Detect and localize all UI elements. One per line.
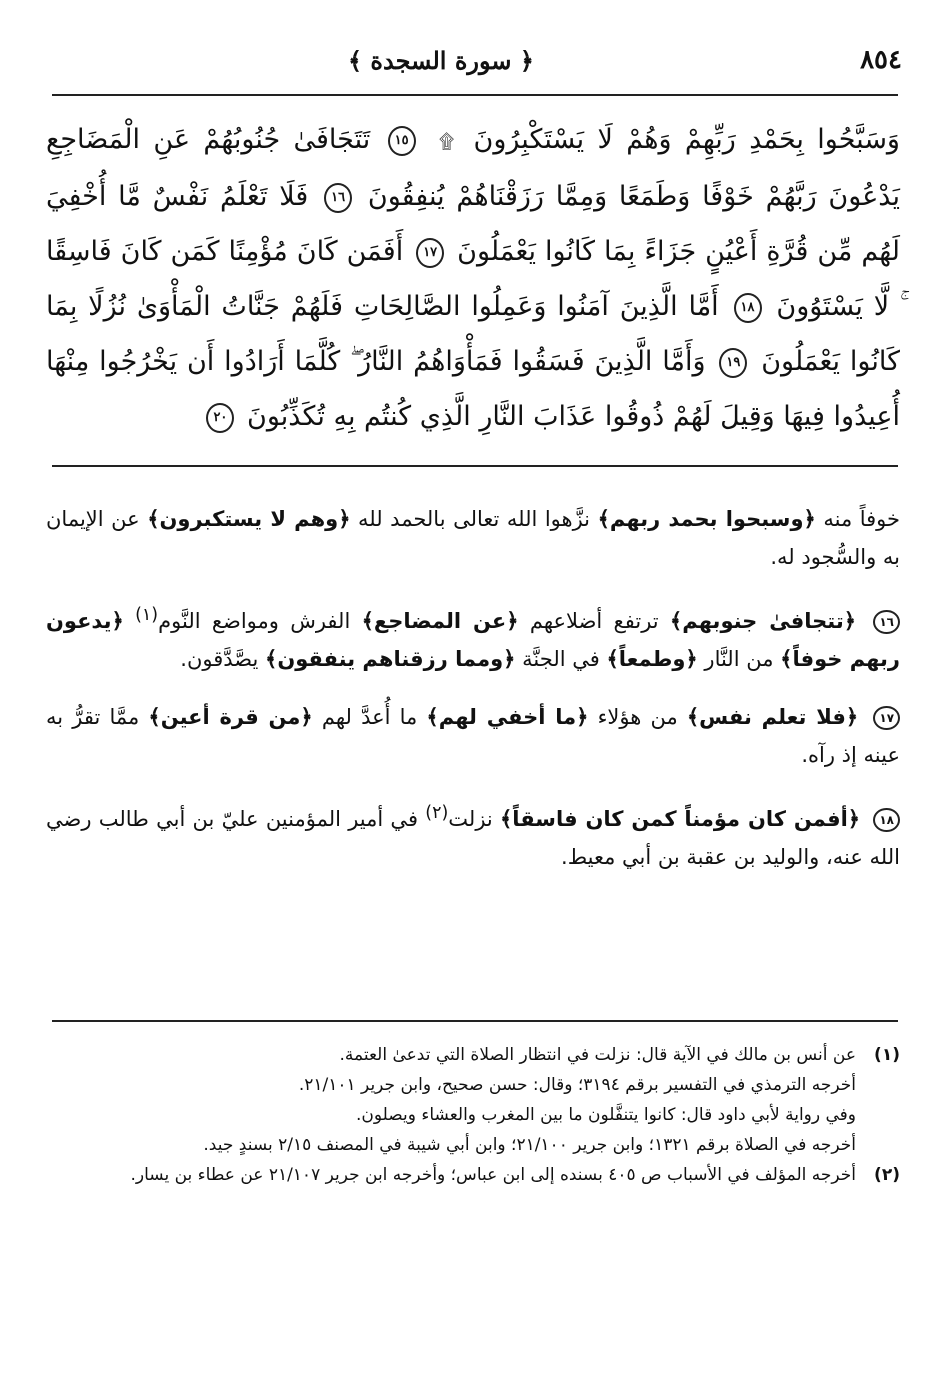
tafsir-text: من هؤلاء	[597, 705, 678, 729]
verse-quote: ﴿تتجافىٰ جنوبهم﴾	[669, 609, 857, 633]
verse-quote: ﴿من قرة أعين﴾	[148, 705, 313, 729]
tafsir-text: يصَّدَّقون.	[180, 647, 259, 671]
ayah-number-marker: ١٥	[388, 126, 416, 156]
footnote-line: وفي رواية لأبي داود قال: كانوا يتنفَّلون ما بين المغرب والعشاء ويصلون.	[355, 1105, 856, 1125]
tafsir-text: ما أُعدَّ لهم	[321, 705, 418, 729]
tafsir-text: عن الإيمان به والسُّجود له.	[46, 507, 900, 569]
header-rule	[52, 94, 898, 96]
verse-quote: ﴿وسبحوا بحمد ربهم﴾	[597, 507, 816, 531]
quran-tafsir-divider	[52, 465, 898, 467]
tafsir-text: ممَّا تقرُّ به عينه إذ رآه.	[46, 705, 900, 767]
ayah-number-marker: ١٧	[416, 238, 444, 268]
quran-text-block	[46, 112, 900, 444]
ayah-number-marker: ١٩	[719, 348, 747, 378]
verse-quote: ﴿فلا تعلم نفس﴾	[686, 705, 859, 729]
tafsir-text: في الجنَّة	[522, 647, 600, 671]
quran-verse-text: تَتَجَافَىٰ جُنُوبُهُمْ عَنِ الْمَضَاجِعِ يَدْعُونَ رَبَّهُمْ خَوْفًا وَطَمَعًا وَمِمَّا رَزَقْنَاهُمْ يُنفِقُونَ	[46, 124, 900, 212]
tafsir-text: نزلت	[448, 807, 493, 831]
footnote-body	[46, 1040, 856, 1160]
quran-verse-text: فَلَا تَعْلَمُ نَفْسٌ مَّا أُخْفِيَ لَهُم مِّن قُرَّةِ أَعْيُنٍ جَزَاءً بِمَا كَانُوا يَعْمَلُونَ	[46, 181, 900, 267]
footnotes-block	[46, 1040, 900, 1190]
tafsir-text: من النَّار	[704, 647, 774, 671]
footnote-line: أخرجه المؤلف في الأسباب ص ٤٠٥ بسنده إلى ابن عباس؛ وأخرجه ابن جرير ٢١/١٠٧ عن عطاء بن يسار.	[130, 1165, 856, 1185]
verse-number-badge: ١٧	[873, 706, 900, 730]
footnote-ref: (١)	[135, 605, 159, 625]
tafsir-text: خوفاً منه	[823, 507, 900, 531]
footnote-ref: (٢)	[425, 803, 449, 823]
tafsir-block	[46, 500, 900, 896]
footnote-line: أخرجه في الصلاة برقم ١٣٢١؛ وابن جرير ٢١/١٠٠؛ وابن أبي شيبة في المصنف ٢/١٥ بسندٍ جيد.	[203, 1135, 856, 1155]
surah-title: ﴿ سورة السجدة ﴾	[348, 45, 534, 75]
sajda-icon: ۩	[438, 129, 455, 153]
tafsir-paragraph	[46, 596, 900, 678]
page-header	[48, 38, 902, 82]
footnote-number: (٢)	[874, 1165, 900, 1185]
tafsir-text: نزَّهوا الله تعالى بالحمد لله	[358, 507, 591, 531]
page-number: ٨٥٤	[860, 45, 902, 75]
quran-verse-text: وَأَمَّا الَّذِينَ فَسَقُوا فَمَأْوَاهُمُ النَّارُ ۖ كُلَّمَا أَرَادُوا أَن يَخْرُجُوا مِنْهَا أُعِيدُوا فِيهَا وَقِيلَ لَهُمْ ذُوقُوا عَذَابَ النَّارِ الَّذِي كُنتُم بِهِ تُكَذِّبُونَ	[46, 346, 900, 432]
ayah-number-marker: ٢٠	[206, 403, 234, 433]
ayah-number-marker: ١٦	[324, 183, 352, 213]
footnote	[46, 1160, 900, 1190]
quran-verse-text: أَمَّا الَّذِينَ آمَنُوا وَعَمِلُوا الصَّالِحَاتِ فَلَهُمْ جَنَّاتُ الْمَأْوَىٰ نُزُلًا بِمَا كَانُوا يَعْمَلُونَ	[46, 291, 900, 377]
tafsir-text: في أمير المؤمنين عليّ بن أبي طالب رضي الله عنه، والوليد بن عقبة بن أبي معيط.	[46, 807, 900, 869]
verse-quote: ﴿يدعون ربهم خوفاً﴾	[46, 609, 900, 671]
footnote-line: عن أنس بن مالك في الآية قال: نزلت في انتظار الصلاة التي تدعىٰ العتمة.	[339, 1045, 856, 1065]
verse-quote: ﴿عن المضاجع﴾	[361, 609, 519, 633]
verse-quote: ﴿ومما رزقناهم ينفقون﴾	[265, 647, 516, 671]
verse-quote: ﴿وطمعاً﴾	[606, 647, 698, 671]
ayah-number-marker: ١٨	[734, 293, 762, 323]
verse-quote: ﴿وهم لا يستكبرون﴾	[147, 507, 351, 531]
tafsir-text: الفرش ومواضع النَّوم	[158, 609, 351, 633]
verse-quote: ﴿ما أخفي لهم﴾	[426, 705, 589, 729]
verse-number-badge: ١٨	[873, 808, 900, 832]
footnote-divider	[52, 1020, 898, 1022]
verse-quote: ﴿أفمن كان مؤمناً كمن كان فاسقاً﴾	[500, 807, 861, 831]
quran-verse-text: وَسَبَّحُوا بِحَمْدِ رَبِّهِمْ وَهُمْ لَا يَسْتَكْبِرُونَ	[473, 124, 900, 155]
tafsir-paragraph	[46, 698, 900, 774]
footnote-body	[46, 1160, 856, 1190]
tafsir-text: ترتفع أضلاعهم	[529, 609, 659, 633]
footnote-line: أخرجه الترمذي في التفسير برقم ٣١٩٤؛ وقال: حسن صحيح، وابن جرير ٢١/١٠١.	[298, 1075, 856, 1095]
tafsir-paragraph	[46, 794, 900, 876]
footnote-number: (١)	[874, 1045, 900, 1065]
verse-number-badge: ١٦	[873, 610, 900, 634]
footnote	[46, 1040, 900, 1160]
tafsir-paragraph	[46, 500, 900, 576]
quran-verse-text: أَفَمَن كَانَ مُؤْمِنًا كَمَن كَانَ فَاسِقًا ۚ لَّا يَسْتَوُونَ	[46, 236, 900, 322]
